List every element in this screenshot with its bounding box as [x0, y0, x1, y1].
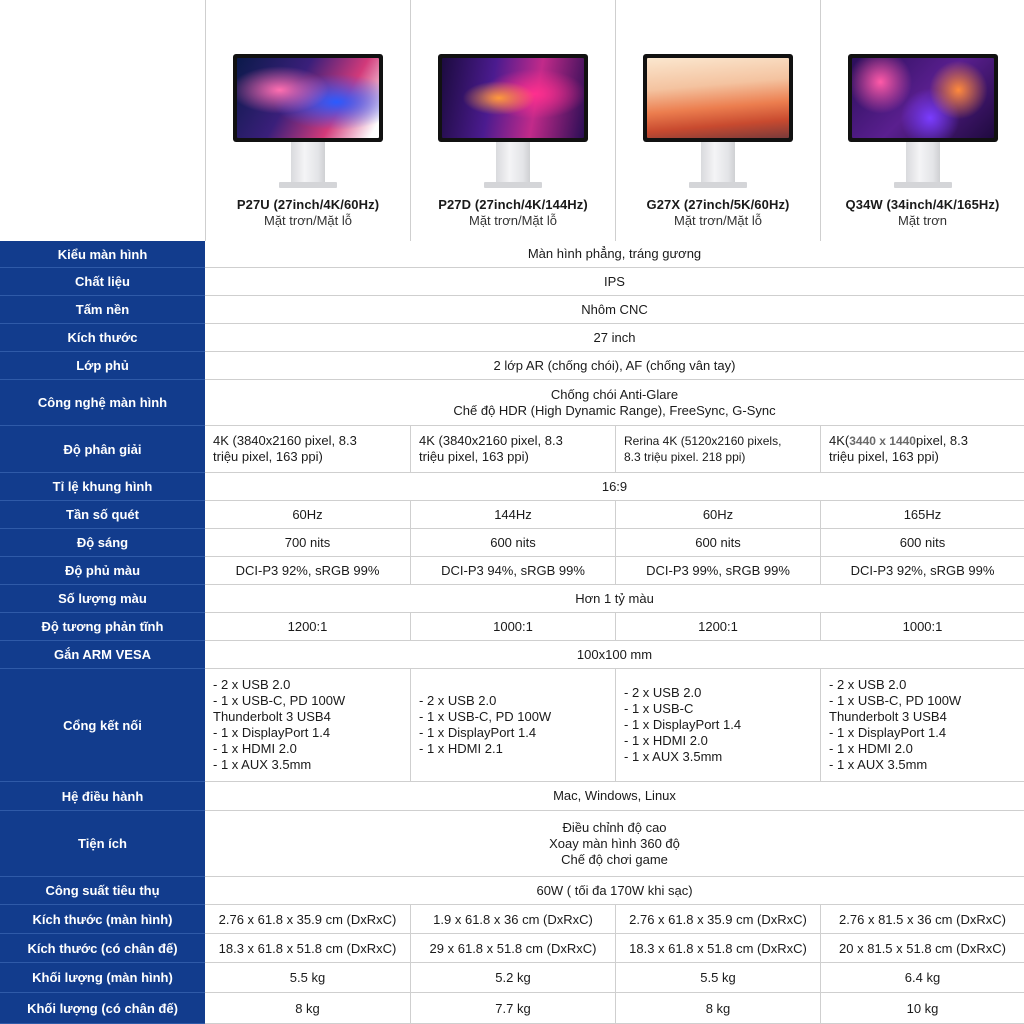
spec-row-material — [0, 268, 1024, 296]
spec-value: 144Hz — [410, 501, 615, 528]
spec-value: 27 inch — [593, 329, 636, 345]
spec-value: 600 nits — [410, 529, 615, 556]
spec-value: 1000:1 — [410, 613, 615, 640]
monitor-image — [438, 54, 588, 188]
spec-value: 600 nits — [820, 529, 1024, 556]
spec-value: 700 nits — [284, 535, 331, 550]
product-name: P27D (27inch/4K/144Hz) — [438, 197, 588, 212]
product-card-p27d — [410, 0, 615, 241]
spec-row-color-count — [0, 585, 1024, 613]
monitor-image — [848, 54, 998, 188]
spec-label: Công nghệ màn hình — [0, 380, 205, 426]
spec-value: 8 kg — [615, 993, 820, 1023]
spec-row-weight-stand — [0, 993, 1024, 1024]
spec-row-dim-screen — [0, 905, 1024, 934]
spec-value: 2.76 x 81.5 x 36 cm (DxRxC) — [820, 905, 1024, 933]
spec-value: 60Hz — [292, 507, 323, 522]
monitor-image — [233, 54, 383, 188]
spec-value: 4K(3440 x 1440pixel, 8.3 triệu pixel, 163 ppi) — [820, 426, 1024, 472]
spec-value: 29 x 61.8 x 51.8 cm (DxRxC) — [410, 934, 615, 962]
spec-label: Tỉ lệ khung hình — [0, 473, 205, 501]
spec-value: Hơn 1 tỷ màu — [575, 590, 654, 606]
spec-value: 18.3 x 61.8 x 51.8 cm (DxRxC) — [218, 940, 397, 956]
spec-value: DCI-P3 94%, sRGB 99% — [410, 557, 615, 584]
spec-label: Độ tương phản tĩnh — [0, 613, 205, 641]
spec-label: Tiện ích — [0, 811, 205, 877]
spec-value: 1200:1 — [615, 613, 820, 640]
spec-label: Độ phân giải — [0, 426, 205, 473]
spec-label: Số lượng màu — [0, 585, 205, 613]
spec-value: 20 x 81.5 x 51.8 cm (DxRxC) — [820, 934, 1024, 962]
spec-value: 100x100 mm — [576, 646, 653, 662]
spec-row-display-tech — [0, 380, 1024, 426]
spec-value: 4K (3840x2160 pixel, 8.3 triệu pixel, 163 ppi) — [213, 433, 357, 464]
spec-value: 18.3 x 61.8 x 51.8 cm (DxRxC) — [615, 934, 820, 962]
spec-label: Khối lượng (màn hình) — [0, 963, 205, 993]
spec-row-brightness — [0, 529, 1024, 557]
spec-value: - 2 x USB 2.0 - 1 x USB-C - 1 x DisplayPort 1.4 - 1 x HDMI 2.0 - 1 x AUX 3.5mm — [615, 669, 820, 781]
spec-value: 60Hz — [615, 501, 820, 528]
spec-label: Tần số quét — [0, 501, 205, 529]
spec-value: 2 lớp AR (chống chói), AF (chống vân tay) — [493, 357, 736, 373]
spec-value: Rerina 4K (5120x2160 pixels, 8.3 triệu pixel. 218 ppi) — [615, 426, 820, 472]
spec-value: Chống chói Anti-Glare Chế độ HDR (High Dynamic Range), FreeSync, G-Sync — [453, 386, 776, 418]
product-name: P27U (27inch/4K/60Hz) — [236, 197, 380, 212]
header-blank-corner — [0, 0, 205, 241]
spec-row-size — [0, 324, 1024, 352]
product-name: G27X (27inch/5K/60Hz) — [646, 197, 790, 212]
spec-row-dim-stand — [0, 934, 1024, 963]
spec-label: Kích thước (có chân đế) — [0, 934, 205, 963]
spec-value: 1200:1 — [287, 619, 328, 634]
spec-value: 5.2 kg — [410, 963, 615, 992]
spec-row-refresh — [0, 501, 1024, 529]
spec-row-ports — [0, 669, 1024, 782]
spec-value: DCI-P3 92%, sRGB 99% — [820, 557, 1024, 584]
spec-label: Kích thước (màn hình) — [0, 905, 205, 934]
spec-row-vesa — [0, 641, 1024, 669]
spec-value: 5.5 kg — [289, 970, 326, 985]
spec-value: 60W ( tối đa 170W khi sạc) — [536, 882, 693, 898]
product-variant: Mặt trơn — [898, 213, 947, 228]
spec-value: 2.76 x 61.8 x 35.9 cm (DxRxC) — [615, 905, 820, 933]
spec-value: 165Hz — [820, 501, 1024, 528]
spec-value: Mac, Windows, Linux — [553, 788, 676, 803]
spec-value: 10 kg — [820, 993, 1024, 1023]
spec-row-coating — [0, 352, 1024, 380]
spec-value: 5.5 kg — [615, 963, 820, 992]
spec-label: Tấm nền — [0, 296, 205, 324]
spec-label: Chất liệu — [0, 268, 205, 296]
spec-label: Gắn ARM VESA — [0, 641, 205, 669]
spec-row-resolution — [0, 426, 1024, 473]
spec-row-power — [0, 877, 1024, 905]
spec-value: - 2 x USB 2.0 - 1 x USB-C, PD 100W Thunderbolt 3 USB4 - 1 x DisplayPort 1.4 - 1 x HDMI 2.0 - 1 x AUX 3.5mm — [820, 669, 1024, 781]
spec-value: 1.9 x 61.8 x 36 cm (DxRxC) — [410, 905, 615, 933]
spec-row-panel — [0, 296, 1024, 324]
product-variant: Mặt trơn/Mặt lỗ — [264, 213, 352, 228]
spec-value: DCI-P3 99%, sRGB 99% — [615, 557, 820, 584]
spec-value: 6.4 kg — [820, 963, 1024, 992]
spec-value: Nhôm CNC — [581, 301, 648, 317]
spec-value: IPS — [604, 273, 625, 289]
product-variant: Mặt trơn/Mặt lỗ — [674, 213, 762, 228]
spec-value: 600 nits — [615, 529, 820, 556]
spec-value: - 2 x USB 2.0 - 1 x USB-C, PD 100W Thunderbolt 3 USB4 - 1 x DisplayPort 1.4 - 1 x HDMI 2.0 - 1 x AUX 3.5mm — [213, 677, 346, 772]
spec-label: Kiểu màn hình — [0, 241, 205, 268]
spec-row-color-gamut — [0, 557, 1024, 585]
spec-value: 8 kg — [295, 1000, 320, 1016]
spec-value: 4K (3840x2160 pixel, 8.3 triệu pixel, 163 ppi) — [410, 426, 615, 472]
spec-label: Lớp phủ — [0, 352, 205, 380]
spec-row-contrast — [0, 613, 1024, 641]
spec-value: 16:9 — [601, 478, 628, 494]
spec-label: Kích thước — [0, 324, 205, 352]
spec-label: Độ sáng — [0, 529, 205, 557]
product-variant: Mặt trơn/Mặt lỗ — [469, 213, 557, 228]
product-name: Q34W (34inch/4K/165Hz) — [845, 197, 1000, 212]
spec-value: Điều chỉnh độ cao Xoay màn hình 360 độ Chế độ chơi game — [549, 819, 680, 867]
spec-row-os — [0, 782, 1024, 811]
spec-value: - 2 x USB 2.0 - 1 x USB-C, PD 100W - 1 x DisplayPort 1.4 - 1 x HDMI 2.1 — [410, 669, 615, 781]
highlighted-resolution: 3440 x 1440 — [849, 434, 916, 448]
spec-row-utilities — [0, 811, 1024, 877]
spec-label: Hệ điều hành — [0, 782, 205, 811]
spec-value: 2.76 x 61.8 x 35.9 cm (DxRxC) — [218, 911, 397, 927]
spec-row-weight-screen — [0, 963, 1024, 993]
product-card-q34w — [820, 0, 1024, 241]
spec-value: DCI-P3 92%, sRGB 99% — [235, 563, 380, 578]
spec-row-screen-type — [0, 241, 1024, 268]
monitor-image — [643, 54, 793, 188]
spec-label: Khối lượng (có chân đế) — [0, 993, 205, 1024]
spec-label: Công suất tiêu thụ — [0, 877, 205, 905]
product-card-g27x — [615, 0, 820, 241]
product-card-p27u — [205, 0, 410, 241]
spec-label: Cổng kết nối — [0, 669, 205, 782]
spec-row-aspect — [0, 473, 1024, 501]
spec-value: 7.7 kg — [410, 993, 615, 1023]
spec-value: Màn hình phẳng, tráng gương — [527, 246, 702, 261]
spec-value: 1000:1 — [820, 613, 1024, 640]
product-header — [0, 0, 1024, 241]
spec-label: Độ phủ màu — [0, 557, 205, 585]
